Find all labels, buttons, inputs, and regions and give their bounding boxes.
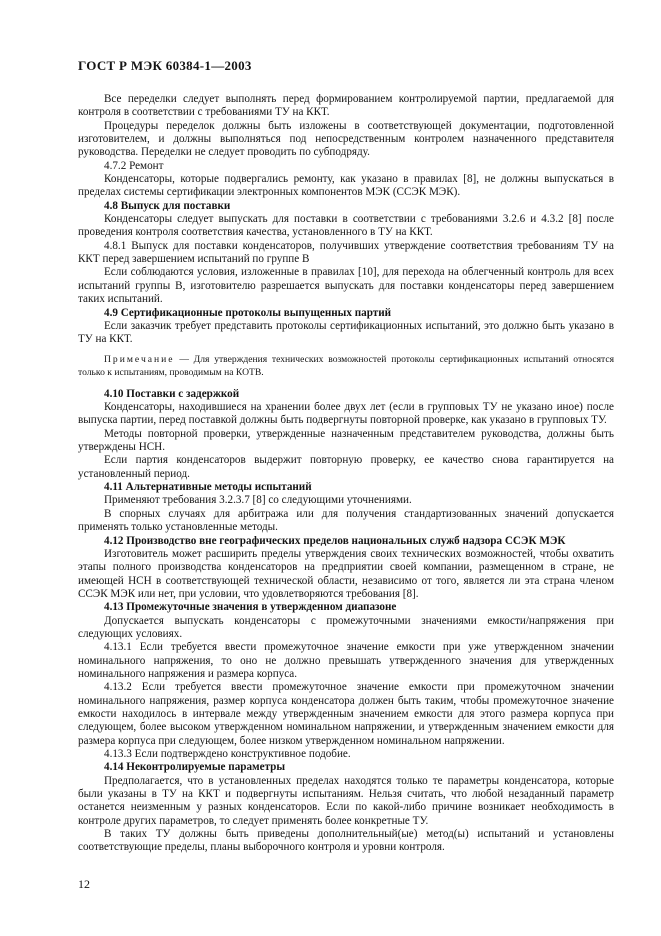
section-heading-4-13	[78, 601, 614, 614]
paragraph: Если заказчик требует представить протоколы сертификационных испытаний, это должно быть указано в ТУ на ККТ.	[78, 319, 614, 346]
page-body	[78, 93, 614, 855]
paragraph: 4.13.2 Если требуется ввести промежуточное значение емкости при промежуточном значении номинального напряжения, размер корпуса конденсатора должен быть таким, чтобы промежуточное значение емкости находилось в интервале между утвержденным значением емкости для этого размера корпуса при следующем, более высоком утвержденном номинальном напряжении, и утвержденным значением емкости для размера корпуса при следующем, более низком утвержденном номинальном напряжении.	[78, 681, 614, 747]
paragraph: Если соблюдаются условия, изложенные в правилах [10], для перехода на облегченный контроль для всех испытаний группы В, изготовителю разрешается выпускать для поставки конденсаторы перед завершением таких испытаний.	[78, 266, 614, 306]
section-heading-4-9	[78, 307, 614, 320]
paragraph: В спорных случаях для арбитража или для получения стандартизованных значений допускается применять только установленные методы.	[78, 507, 614, 534]
document-header: ГОСТ Р МЭК 60384-1—2003	[78, 58, 252, 73]
paragraph: Применяют требования 3.2.3.7 [8] со следующими уточнениями.	[104, 494, 412, 507]
paragraph: 4.13.1 Если требуется ввести промежуточное значение емкости при уже утвержденном значении номинального напряжения, то оно не должно превышать утвержденного значения для утвержденных номинального напряжения и размера корпуса.	[78, 641, 614, 680]
section-title: 4.8 Выпуск для поставки	[104, 199, 231, 212]
paragraph: Конденсаторы, находившиеся на хранении более двух лет (если в групповых ТУ не указано иное) после выпуска партии, перед поставкой должны быть подвергнуты повторной проверке, как указано в групповых ТУ.	[78, 401, 614, 427]
paragraph: Конденсаторы следует выпускать для поставки в соответствии с требованиями 3.2.6 и 4.3.2 [8] после проведения контроля соответствия качества, установленного в ТУ на ККТ.	[78, 213, 614, 239]
paragraph: Конденсаторы, которые подвергались ремонту, как указано в правилах [8], не должны выпускаться в пределах системы сертификации электронных компонентов МЭК (ССЭК МЭК).	[78, 173, 614, 199]
paragraph: Предполагается, что в установленных пределах находятся только те параметры конденсатора, которые были указаны в ТУ на ККТ и подвергнуты испытаниям. Нельзя считать, что любой незаданный параметр останется неизменным у разных конденсаторов. Если по какой-либо причине возникает необходимость в контроле других параметров, то следует применять более конкретные ТУ.	[78, 774, 614, 827]
note	[78, 353, 614, 380]
section-title: 4.9 Сертификационные протоколы выпущенных партий	[104, 306, 392, 319]
paragraph: 4.8.1 Выпуск для поставки конденсаторов, получивших утверждение соответствия требованиям ТУ на ККТ перед завершением испытаний по группе В	[78, 239, 614, 266]
section-title: 4.14 Неконтролируемые параметры	[104, 761, 286, 774]
section-heading-4-7-2: 4.7.2 Ремонт	[104, 159, 164, 172]
note-label: Примечание	[104, 353, 175, 365]
paragraph: Процедуры переделок должны быть изложены в соответствующей документации, подготовленной изготовителем, и должны выполняться под непосредственным контролем назначенного представителя руководства. Переделки не следует проводить по субподряду.	[78, 119, 614, 159]
note-text: — Для утверждения технических возможностей протоколы сертификационных испытаний относятся только к испытаниям, проводимым на КОТВ.	[78, 353, 614, 379]
section-heading-4-10	[78, 388, 614, 401]
section-title: 4.13 Промежуточные значения в утвержденном диапазоне	[104, 601, 397, 614]
page-number: 12	[78, 877, 90, 891]
paragraph: Изготовитель может расширить пределы утверждения своих технических возможностей, чтобы охватить этапы полного производства конденсаторов на предприятии своей компании, размещенном в стране, не имеющей НСН в соответствующей технической области, независимо от того, является ли эта страна членом ССЭК МЭК или нет, при условии, что удовлетворяются требования [8].	[78, 547, 614, 600]
paragraph: Если партия конденсаторов выдержит повторную проверку, ее качество снова гарантируется на установленный период.	[78, 454, 614, 480]
section-heading-4-12	[78, 535, 614, 548]
paragraph: Все переделки следует выполнять перед формированием контролируемой партии, предлагаемой для контроля в соответствии с требованиями ТУ на ККТ.	[78, 93, 614, 119]
section-heading-4-11	[78, 481, 614, 494]
section-heading-4-14	[78, 761, 614, 774]
paragraph: Методы повторной проверки, утвержденные назначенным представителем руководства, должны быть утверждены НСН.	[78, 427, 614, 454]
paragraph: В таких ТУ должны быть приведены дополнительный(ые) метод(ы) испытаний и установлены соответствующие пределы, планы выборочного контроля и уровни контроля.	[78, 828, 614, 854]
section-title: 4.10 Поставки с задержкой	[104, 387, 240, 400]
section-title: 4.12 Производство вне географических пределов национальных служб надзора ССЭК МЭК	[104, 534, 566, 547]
section-title: 4.11 Альтернативные методы испытаний	[104, 481, 312, 494]
paragraph: Допускается выпускать конденсаторы с промежуточными значениями емкости/напряжения при следующих условиях.	[78, 614, 614, 640]
paragraph: 4.13.3 Если подтверждено конструктивное подобие.	[104, 748, 351, 760]
section-heading-4-8	[78, 200, 614, 213]
